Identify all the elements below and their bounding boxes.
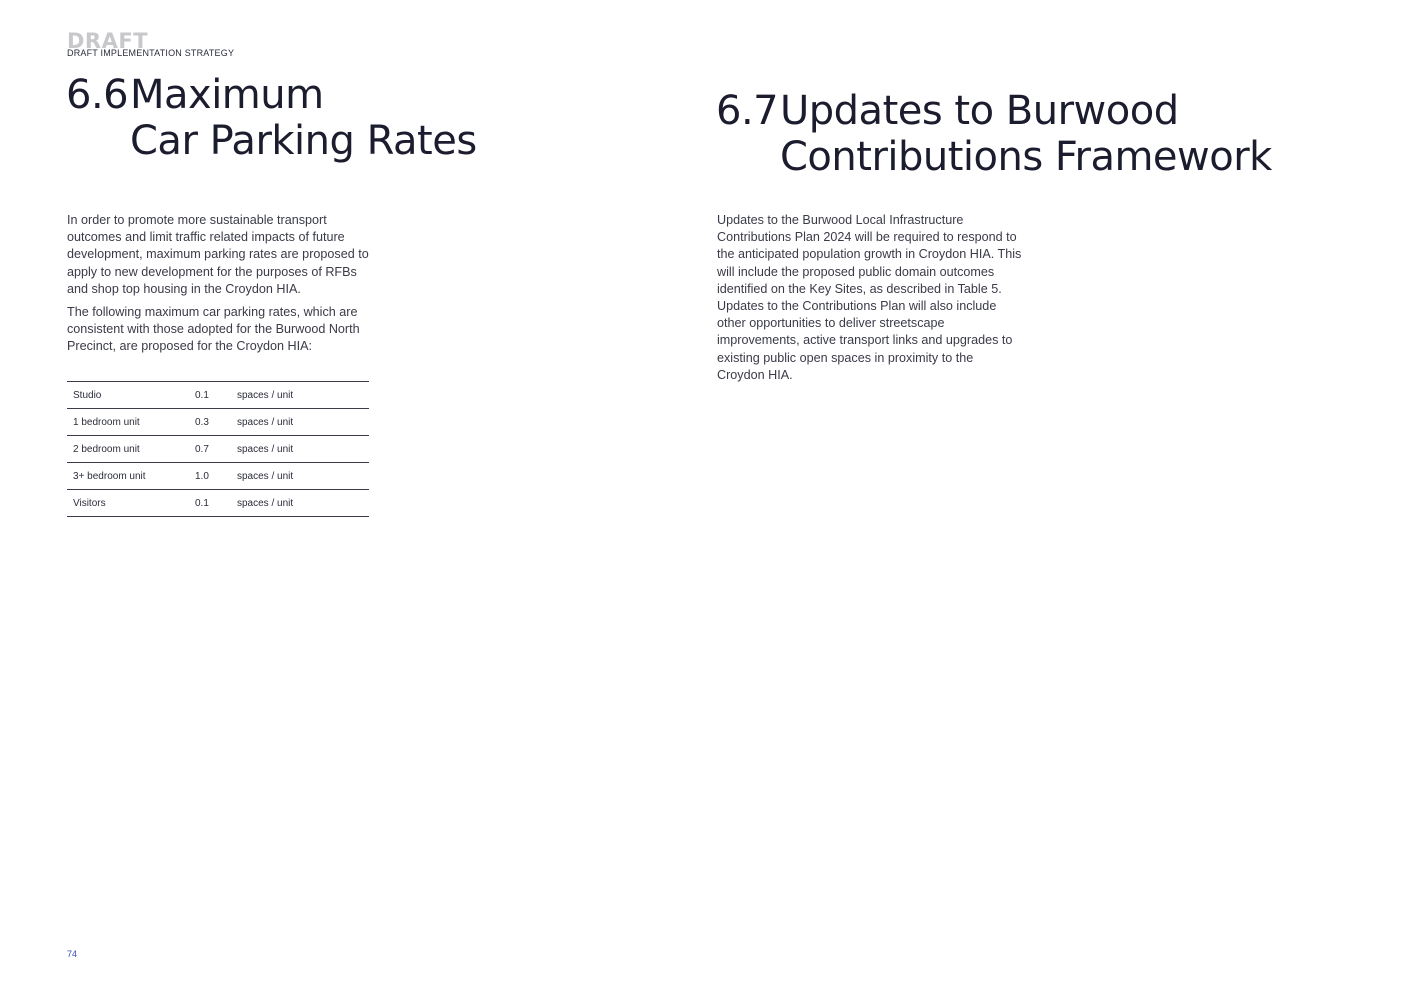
unit-cell: spaces / unit — [237, 470, 294, 482]
dwelling-type-cell: 2 bedroom unit — [73, 443, 140, 455]
section-title — [130, 72, 477, 164]
unit-cell: spaces / unit — [237, 497, 294, 509]
unit-cell: spaces / unit — [237, 389, 294, 401]
document-label: DRAFT IMPLEMENTATION STRATEGY — [67, 48, 235, 58]
draft-watermark: DRAFT — [67, 29, 149, 53]
table-row — [67, 409, 369, 436]
rate-cell: 0.3 — [195, 416, 209, 428]
unit-cell: spaces / unit — [237, 443, 294, 455]
section-title-line: Updates to Burwood — [780, 88, 1179, 134]
section-6-6-heading — [66, 72, 477, 164]
section-6-6-body — [67, 212, 372, 362]
table-row — [67, 436, 369, 463]
section-title — [780, 88, 1272, 180]
section-number: 6.7 — [716, 88, 779, 134]
dwelling-type-cell: Studio — [73, 389, 102, 401]
table-row — [67, 382, 369, 409]
body-paragraph: In order to promote more sustainable transport outcomes and limit traffic related impacts of future development, maximum parking rates are proposed to apply to new development for the purposes of RFBs and shop top housing in the Croydon HIA. — [67, 213, 369, 296]
section-title-line: Maximum — [130, 72, 324, 118]
section-number: 6.6 — [66, 72, 129, 118]
rate-cell: 0.1 — [195, 389, 209, 401]
rate-cell: 1.0 — [195, 470, 209, 482]
section-6-7-body — [717, 212, 1022, 390]
rate-cell: 0.7 — [195, 443, 209, 455]
section-title-line: Car Parking Rates — [130, 118, 477, 164]
rate-cell: 0.1 — [195, 497, 209, 509]
unit-cell: spaces / unit — [237, 416, 294, 428]
section-6-7-heading — [716, 88, 1272, 180]
page-number: 74 — [67, 949, 78, 959]
dwelling-type-cell: 3+ bedroom unit — [73, 470, 146, 482]
body-paragraph: The following maximum car parking rates, which are consistent with those adopted for the Burwood North Precinct, are proposed for the Croydon HIA: — [67, 305, 360, 354]
section-title-line: Contributions Framework — [780, 134, 1272, 180]
table-row — [67, 490, 369, 517]
body-paragraph: Updates to the Burwood Local Infrastructure Contributions Plan 2024 will be required to respond to the anticipated population growth in Croydon HIA. This will include the proposed public domain outcomes identified on the Key Sites, as described in Table 5. Updates to the Contributions Plan will also include other opportunities to deliver streetscape improvements, active transport links and upgrades to existing public open spaces in proximity to the Croydon HIA. — [717, 213, 1022, 382]
parking-rates-table — [67, 381, 369, 517]
table-row — [67, 463, 369, 490]
dwelling-type-cell: Visitors — [73, 497, 106, 509]
dwelling-type-cell: 1 bedroom unit — [73, 416, 140, 428]
